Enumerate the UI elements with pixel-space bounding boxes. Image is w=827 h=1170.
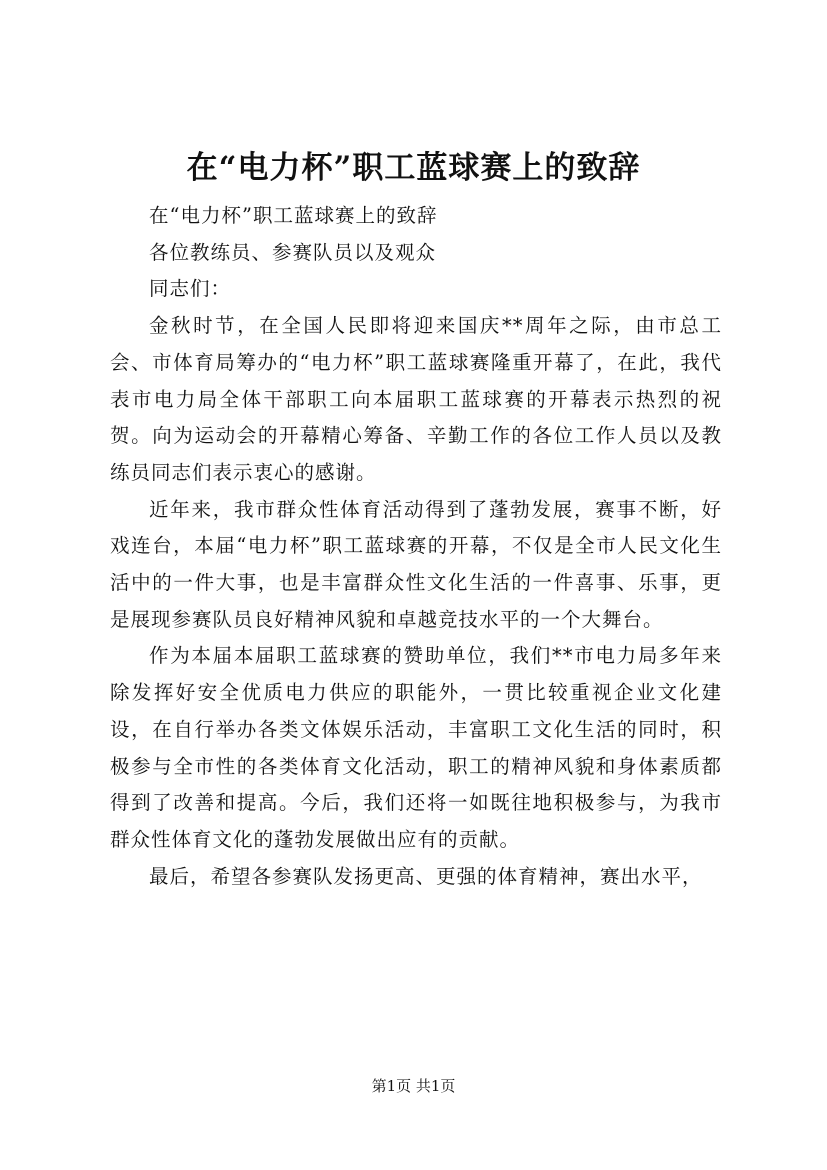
paragraph-closing: 最后，希望各参赛队发扬更高、更强的体育精神，赛出水平，: [149, 864, 703, 888]
page-footer: 第1页 共1页: [371, 1077, 456, 1095]
paragraph-subtitle: 在“电力杯”职工蓝球赛上的致辞: [149, 204, 438, 227]
paragraph-salutation-audience: 各位教练员、参赛队员以及观众: [149, 240, 437, 264]
paragraph-sponsor: 作为本届本届职工蓝球赛的赞助单位，我们**市电力局多年来除发挥好安全优质电力供应的职能外，一贯比较重视企业文化建设，在自行举办各类文体娱乐活动，丰富职工文化生活的同时，积极参与全市性的各类体育文化活动，职工的精神风貌和身体素质都得到了改善和提高。今后，我们还将一如既往地积极参与，为我市群众性体育文化的蓬勃发展做出应有的贡献。: [110, 644, 722, 851]
paragraph-recent-years: 近年来，我市群众性体育活动得到了蓬勃发展，赛事不断，好戏连台，本届“电力杯”职工蓝球赛的开幕，不仅是全市人民文化生活中的一件大事，也是丰富群众性文化生活的一件喜事、乐事，更是展现参赛队员良好精神风貌和卓越竞技水平的一个大舞台。: [110, 497, 722, 631]
paragraph-salutation-comrades: 同志们：: [149, 277, 232, 301]
paragraph-opening: 金秋时节，在全国人民即将迎来国庆**周年之际，由市总工会、市体育局筹办的“电力杯”职工蓝球赛隆重开幕了，在此，我代表市电力局全体干部职工向本届职工蓝球赛的开幕表示热烈的祝贺。向为运动会的开幕精心筹备、辛勤工作的各位工作人员以及教练员同志们表示衷心的感谢。: [110, 314, 722, 484]
document-body: [110, 198, 722, 895]
document-title: 在“电力杯”职工蓝球赛上的致辞: [186, 150, 641, 186]
